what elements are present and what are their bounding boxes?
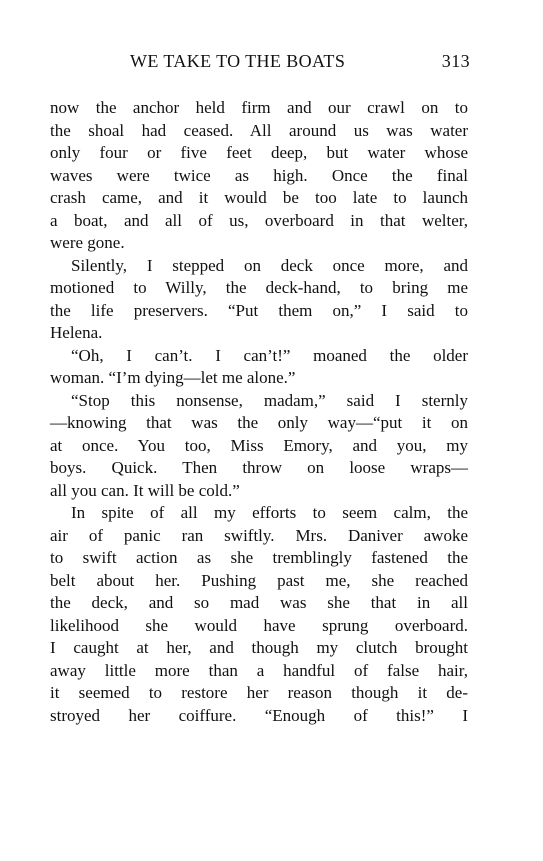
text-line: likelihood she would have sprung overboard.: [50, 615, 468, 635]
text-line: Silently, I stepped on deck once more, and: [71, 255, 468, 275]
text-line: In spite of all my efforts to seem calm, the: [71, 503, 468, 522]
text-line: now the anchor held firm and our crawl on to: [50, 98, 468, 117]
text-line: stroyed her coiffure. “Enough of this!” I: [50, 705, 468, 725]
text-line: only four or five feet deep, but water whose: [50, 143, 468, 162]
text-line: crash came, and it would be too late to launch: [50, 188, 468, 207]
text-line: all you can. It will be cold.”: [50, 480, 240, 500]
text-line: —knowing that was the only way—“put it on: [50, 413, 468, 432]
text-line: it seemed to restore her reason though it de-: [50, 683, 468, 702]
text-line: the deck, and so mad was she that in all: [50, 593, 468, 612]
text-line: woman. “I’m dying—let me alone.”: [50, 368, 296, 387]
text-line: motioned to Willy, the deck-hand, to bring me: [50, 278, 468, 297]
body-text: [50, 97, 468, 727]
text-line: air of panic ran swiftly. Mrs. Daniver awoke: [50, 525, 468, 545]
running-title: WE TAKE TO THE BOATS: [130, 51, 346, 71]
text-line: belt about her. Pushing past me, she reached: [50, 570, 468, 590]
running-head: [50, 49, 470, 73]
text-line: were gone.: [50, 233, 125, 252]
text-line: the shoal had ceased. All around us was water: [50, 120, 468, 140]
text-line: I caught at her, and though my clutch brought: [50, 638, 468, 657]
text-line: the life preservers. “Put them on,” I said to: [50, 300, 468, 320]
text-line: “Oh, I can’t. I can’t!” moaned the older: [71, 345, 468, 365]
text-line: Helena.: [50, 323, 103, 342]
text-line: boys. Quick. Then throw on loose wraps—: [50, 458, 468, 477]
page-number: 313: [441, 51, 470, 71]
text-line: away little more than a handful of false hair,: [50, 660, 468, 680]
text-line: a boat, and all of us, overboard in that welter,: [50, 210, 468, 230]
text-line: to swift action as she tremblingly fastened the: [50, 548, 468, 567]
text-line: at once. You too, Miss Emory, and you, my: [50, 435, 468, 455]
text-line: waves were twice as high. Once the final: [50, 165, 468, 185]
text-line: “Stop this nonsense, madam,” said I sternly: [71, 390, 468, 410]
